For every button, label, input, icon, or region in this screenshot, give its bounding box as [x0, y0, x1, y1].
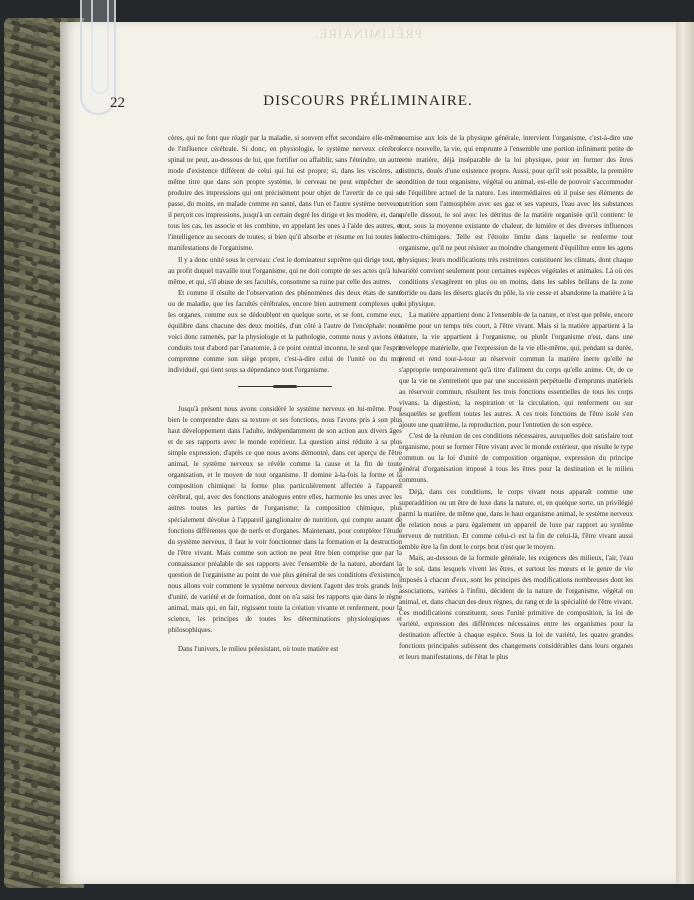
- paragraph: Et comme il résulte de l'observation des phénomènes des deux états de santé ou de maladie, que les facultés cérébrales, encore bien autrement complexes que les organes, comme eux se dédoublent en quelque sorte, et se font, comme eux, équilibre dans chacune des deux moitiés, d'un côté à l'autre de l'encéphale: nous voici donc ramenés, par la physiologie et la pathologie, comme nous y avions été conduits tout d'abord par l'anatomie, à ce point central inconnu, le seul que l'esprit comprenne comme son siège propre, c'est-à-dire celui de l'unité ou du moi individuel, qui tient sous sa dépendance tout l'organisme.: [168, 288, 402, 374]
- running-head: DISCOURS PRÉLIMINAIRE.: [263, 93, 473, 109]
- left-column: [168, 133, 402, 655]
- paragraph: Dans l'univers, le milieu préexistant, où toute matière est: [178, 645, 339, 654]
- paragraph: La matière appartient donc à l'ensemble de la nature, et n'est que prêtée, encore même pour un temps très court, à l'être vivant. Mais si la matière appartient à la nature, la vie appartient à l'organisme, ou plutôt l'organisme n'est, dans une enveloppe matérielle, que l'expression de la vie elle-même, qui, pendant sa durée, prend et rend tour-à-tour au réservoir commun la matière inerte qu'elle ne s'approprie temporairement qu'à titre d'aliment du corps qu'elle anime. Or, de ce que la vie ne s'entretient que par une succession perpétuelle d'emprunts matériels au réservoir commun, résultent les trois fonctions essentielles de tous les corps vivans, la digestion, la respiration et la circulation, qui renferment ou sur lesquelles se greffent toutes les autres. A ces trois fonctions de l'être isolé s'en ajoute une quatrième, la reproduction, pour l'entretien de son espèce.: [399, 310, 633, 430]
- right-column: [399, 133, 633, 663]
- paragraph: cères, qui ne font que réagir par la maladie, si souvent effet secondaire elle-même de l'influence cérébrale. Si donc, en physiologie, le système nerveux cérébro-spinal ne peut, au-dessous de lui, que fortifier ou affaiblir, sans l'éteindre, un autre mode d'existence différent de celui qui lui est propre; si, dans les viscères, au même titre que dans son propre système, le cerveau ne peut empêcher de se produire des impressions qui ont précisément pour objet de l'avertir de ce qui se passe, du moins, en malade comme en santé, dans l'un et l'autre système nerveux, il perçoit ces impressions, jusqu'à un certain degré les dirige et les modère, et, dans tous les cas, les associe et les combine, en appelant les unes à l'aide des autres, et l'intelligence au secours de toutes; si bien qu'il absorbe et résume en lui toutes les manifestations de l'organisme.: [168, 134, 402, 253]
- page-number: 22: [110, 95, 125, 111]
- paragraph: Mais, au-dessous de la formule générale, les exigences des milieux, l'air, l'eau et le sol, dans lesquels vivent les êtres, et surtout les mœurs et le genre de vie imposés à chacun d'eux, sont les principes des modifications nombreuses dont les associations, variées à l'infini, décident de la nature de l'organisme, végétal ou animal, et, dans chacun des deux règnes, du rang et de la spécialité de l'être vivant. Ces modifications constituent, sous l'unité primitive de composition, la loi de variété, expression des différences nécessaires entre les organismes pour la destination affectée à chaque espèce. Sous la loi de variété, les quatre grandes fonctions principales subissent des changemens considérables dans leurs organes et leurs manifestations, de l'état le plus: [399, 553, 633, 662]
- paragraph: soumise aux lois de la physique générale, intervient l'organisme, c'est-à-dire une force nouvelle, la vie, qui emprunte à l'ensemble une portion infiniment petite de cette matière, déjà inséparable de la loi physique, pour en former des êtres distincts, doués d'une existence propre. Aussi, pour qu'il soit possible, la première condition de tout organisme, végétal ou animal, est-elle de pouvoir s'accommoder de l'équilibre actuel de la nature. Les intermédiaires où il puise ses éléments de nutrition sont l'atmosphère avec ses gaz et ses vapeurs, l'eau avec les substances qu'elle dissout, le sol avec les détritus de la matière organisée qu'il contient: le tout, sous la moyenne existante de chaleur, de lumière et des diverses influences électro-chimiques. Telle est l'étroite limite dans laquelle se renferme tout organisme, qu'il ne peut résister au moindre changement d'équilibre entre les agens physiques; leurs modifications très restreintes constituent les climats, dont chaque variété convient seulement pour certaines espèces végétales et animales. Là où ces conditions s'exagèrent en plus ou en moins, dans les sables brûlans de la zone torride ou dans les déserts glacés du pôle, la vie cesse et abandonne la matière à la loi physique.: [399, 134, 633, 308]
- section-divider: [168, 379, 402, 393]
- paragraph: Déjà, dans ces conditions, le corps vivant nous apparaît comme une superaddition ou un être de luxe dans la nature, et, en quelque sorte, un privilégié parmi la matière, de même que, dans le haut organisme animal, le système nerveux de relation nous a paru également un appareil de luxe par rapport au système nerveux de nutrition. Et comme celui-ci est la fin de celui-là, l'être vivant aussi semble être la fin dont le corps brut n'est que le moyen.: [399, 487, 633, 551]
- bleed-through-header: PRÉLIMINAIRE.: [314, 26, 422, 41]
- paragraph: C'est de la réunion de ces conditions nécessaires, auxquelles doit satisfaire tout organisme, pour se former l'être vivant avec le monde extérieur, que résulte le type commun ou la loi d'unité de composition organique, expression du principe général d'organisation imposé à tous les êtres pour la destination et le milieu communs.: [399, 432, 633, 485]
- paragraph: Il y a donc unité sous le cerveau: c'est le dominateur suprême qui dirige tout, et au profit duquel travaille tout l'organisme, qui ne doit compte de ses actes qu'à lui-même, et qui, s'il abuse de ses facultés, consomme sa ruine par celle des autres.: [168, 255, 402, 286]
- paragraph: Jusqu'à présent nous avons considéré le système nerveux en lui-même. Pour bien le comprendre dans sa texture et ses fonctions, nous l'avons pris à son plus haut développement dans l'adulte, indépendamment de son action aux divers âges et de ses rapports avec le monde extérieur. La question ainsi réduite à sa plus simple expression, d'après ce que nous avons démontré, dans cet aperçu de l'être animal, le système nerveux se révèle comme la cause et la fin de toute organisation, et le moyen de tout organisme. Il domine à-la-fois la forme et la composition chimique: la forme plus particulièrement affectée à l'appareil cérébral, qui, avec des fonctions analogues entre elles, harmonie les unes avec les autres toutes les parties de l'organisme; la composition chimique, plus spécialement dévolue à l'appareil ganglionaire de nutrition, qui compte autant de fonctions différentes que de nerfs et d'organes. Maintenant, pour compléter l'étude du système nerveux, il faut le voir fonctionner dans la formation et la destruction de l'être vivant. Mais comme son action ne peut être bien comprise que par la connaissance préalable de ses rapports avec l'ensemble de la nature, abordant la question de l'organisme au point de vue plus général de ses conditions d'existence, nous allons voir comment le système nerveux devient l'agent des trois grands lois d'unité, de variété et de formation, dont on n'a saisi les rapports que dans le règne animal, mais qui, en fait, régissent toute la création vivante et renferment, pour la science, les principes de toutes les déterminations physiologiques et philosophiques.: [168, 405, 402, 634]
- page-edge: [676, 22, 694, 884]
